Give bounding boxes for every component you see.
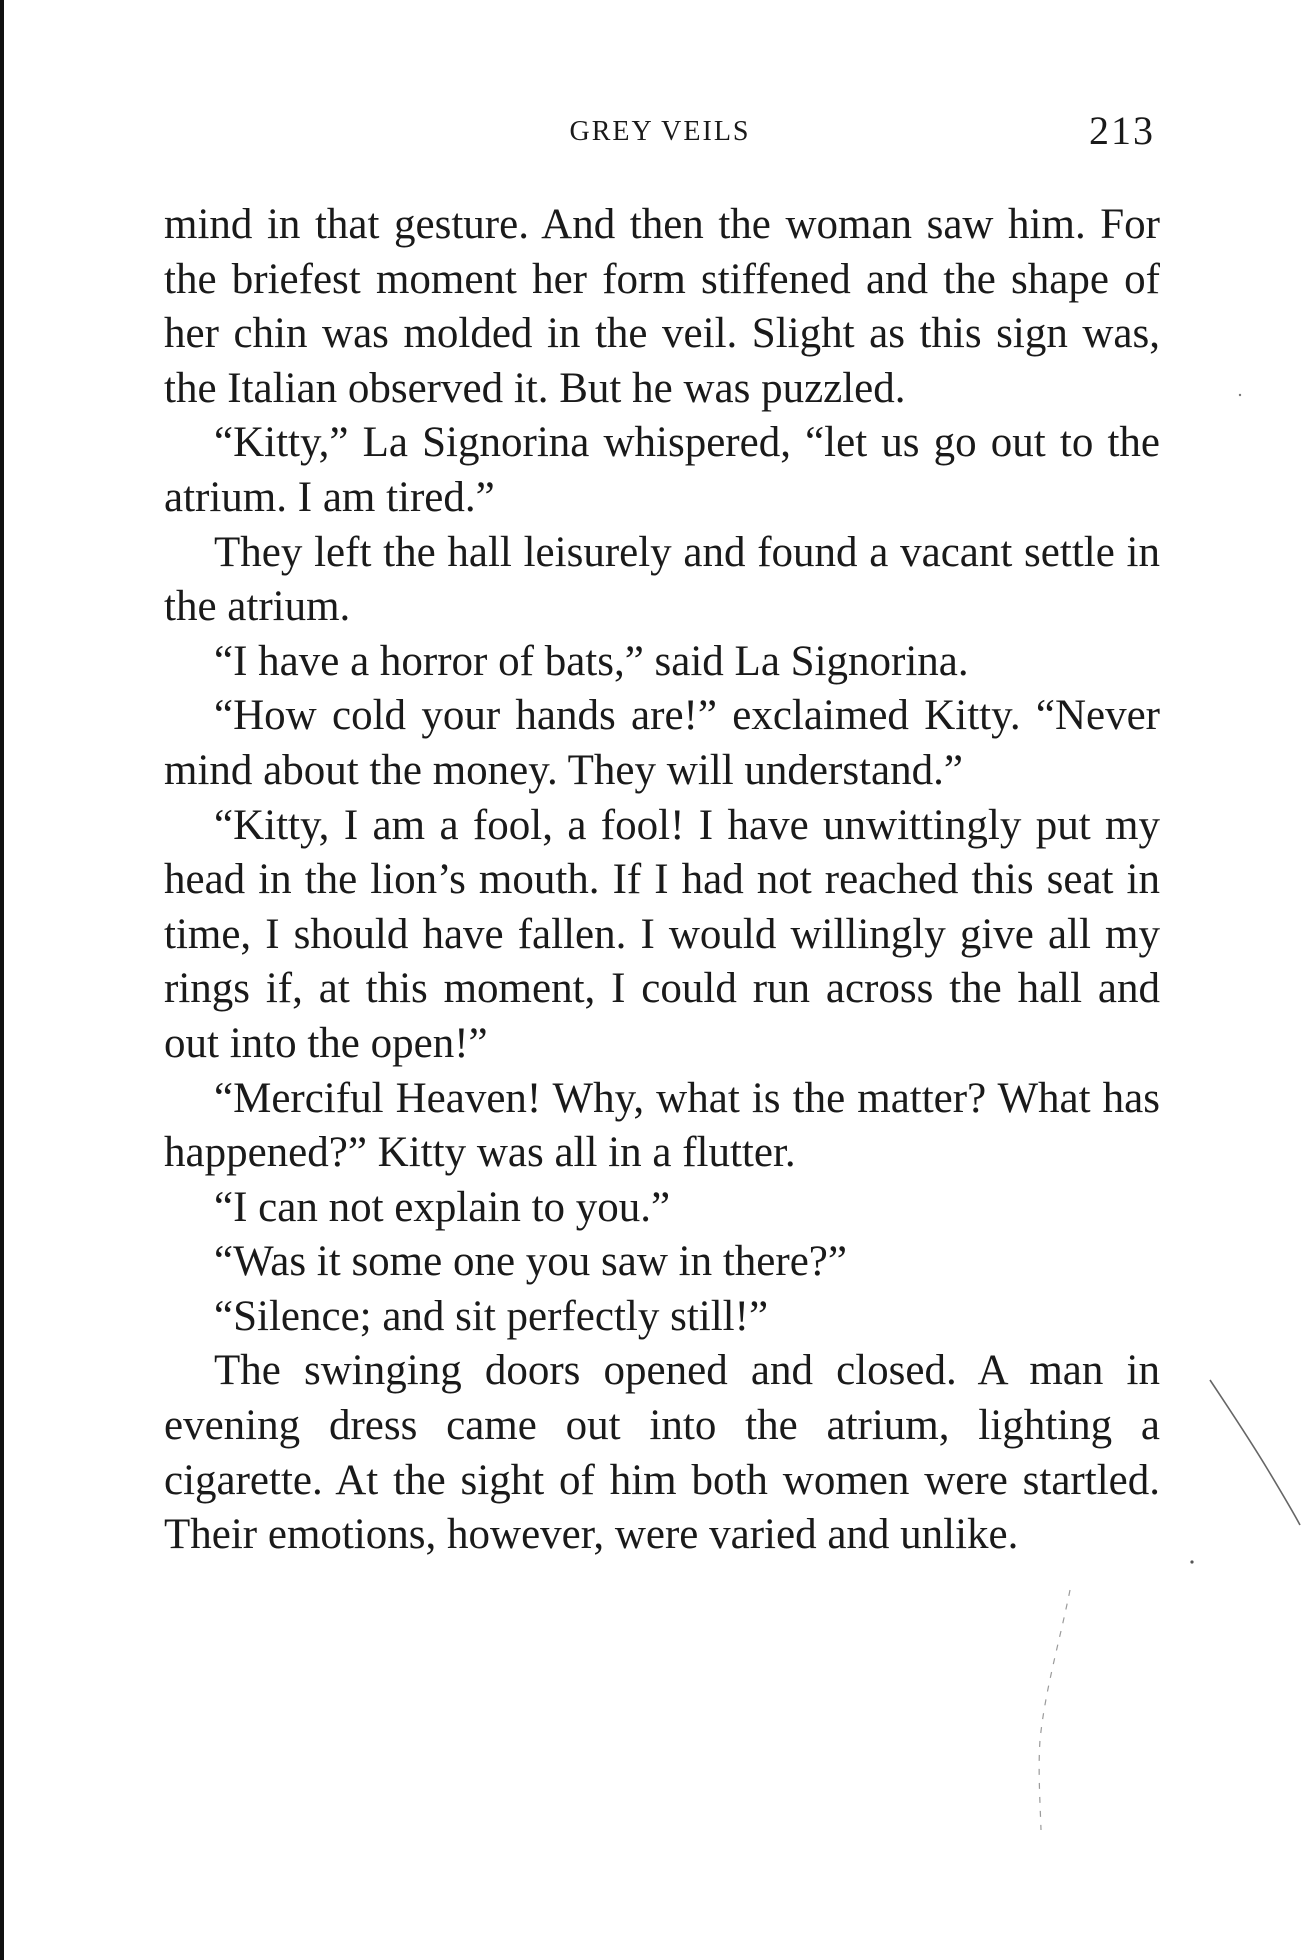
dust-speck	[1239, 394, 1241, 396]
paragraph-7: “Merciful Heaven! Why, what is the matter? What has happened?” Kitty was all in a flutter.	[164, 1074, 1160, 1177]
dust-speck	[1190, 1560, 1193, 1563]
paragraph-6: “Kitty, I am a fool, a fool! I have unwittingly put my head in the lion’s mouth. If I had not reached this seat in time, I should have fallen. I would willingly give all my rings if, at this moment, I could run across the hall and out into the open!”	[164, 801, 1160, 1067]
paragraph-11: The swinging doors opened and closed. A man in evening dress came out into the atrium, lighting a cigarette. At the sight of him both women were startled. Their emotions, however, were varied and unlike.	[164, 1347, 1160, 1559]
page-edge-shadow	[0, 0, 4, 1960]
running-head: GREY VEILS	[569, 116, 751, 147]
paragraph-1: mind in that gesture. And then the woman saw him. For the briefest moment her form stiffened and the shape of her chin was molded in the veil. Slight as this sign was, the Italian observed it. But he was puzzled.	[164, 201, 1160, 412]
paragraph-4: “I have a horror of bats,” said La Signorina.	[214, 637, 969, 685]
margin-scratch-mark	[1210, 1380, 1300, 1525]
paragraph-5: “How cold your hands are!” exclaimed Kitty. “Never mind about the money. They will understand.”	[164, 692, 1160, 794]
paragraph-9: “Was it some one you saw in there?”	[214, 1238, 847, 1286]
paragraph-8: “I can not explain to you.”	[214, 1183, 671, 1231]
page-header	[165, 108, 1155, 162]
page-number: 213	[1089, 108, 1155, 153]
paragraph-2: “Kitty,” La Signorina whispered, “let us go out to the atrium. I am tired.”	[164, 419, 1160, 521]
paragraph-3: They left the hall leisurely and found a vacant settle in the atrium.	[164, 528, 1160, 631]
body-text	[164, 198, 1160, 1563]
margin-scratch-mark-faint	[1039, 1590, 1070, 1830]
paragraph-10: “Silence; and sit perfectly still!”	[214, 1292, 769, 1340]
